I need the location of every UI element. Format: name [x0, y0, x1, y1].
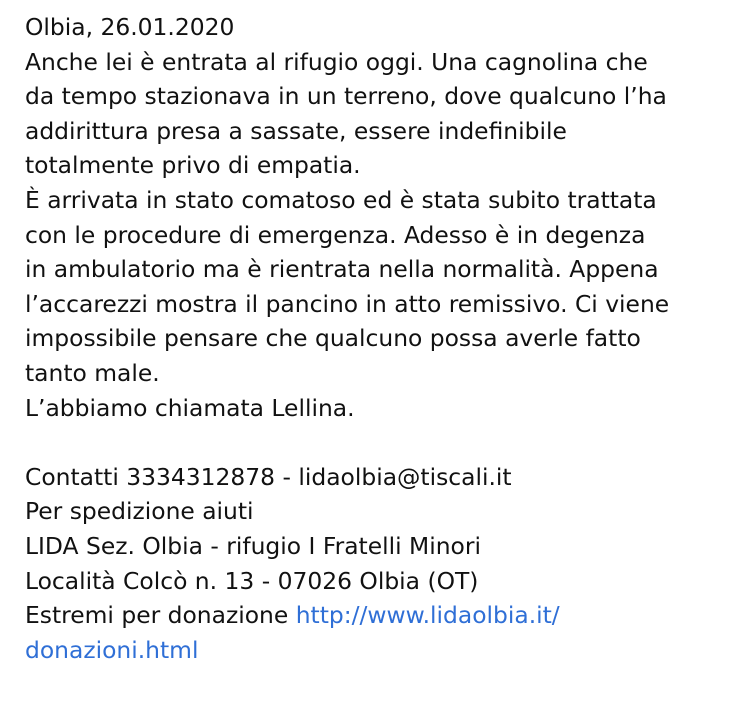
paragraph-spacer — [25, 425, 740, 460]
donation-link-continuation — [25, 633, 740, 668]
story-line-8: l’accarezzi mostra il pancino in atto remissivo. Ci viene — [25, 289, 670, 318]
donation-link-tail[interactable]: donazioni.html — [25, 635, 199, 664]
contacts-line: Contatti 3334312878 - lidaolbia@tiscali.it — [25, 462, 512, 491]
donation-link[interactable]: http://www.lidaolbia.it/ — [295, 601, 560, 630]
donation-label: Estremi per donazione — [25, 601, 296, 630]
organization-address: Località Colcò n. 13 - 07026 Olbia (OT) — [25, 566, 479, 595]
story-line-3: addirittura presa a sassate, essere indefinibile — [25, 116, 567, 145]
story-line-5: È arrivata in stato comatoso ed è stata subito trattata — [25, 185, 657, 214]
story-line-9: impossibile pensare che qualcuno possa averle fatto — [25, 324, 641, 353]
story-line-4: totalmente privo di empatia. — [25, 151, 361, 180]
story-line-1: Anche lei è entrata al rifugio oggi. Una cagnolina che — [25, 47, 648, 76]
story-line-7: in ambulatorio ma è rientrata nella normalità. Appena — [25, 255, 659, 284]
story-line-6: con le procedure di emergenza. Adesso è in degenza — [25, 220, 646, 249]
story-line-2: da tempo stazionava in un terreno, dove qualcuno l’ha — [25, 82, 667, 111]
post-date-header: Olbia, 26.01.2020 — [25, 13, 235, 41]
post-text — [25, 10, 740, 667]
shipping-label: Per spedizione aiuti — [25, 497, 254, 526]
story-line-10: tanto male. — [25, 358, 160, 387]
organization-name: LIDA Sez. Olbia - rifugio I Fratelli Minori — [25, 531, 481, 560]
story-line-11: L’abbiamo chiamata Lellina. — [25, 393, 355, 422]
donation-line — [25, 598, 740, 633]
